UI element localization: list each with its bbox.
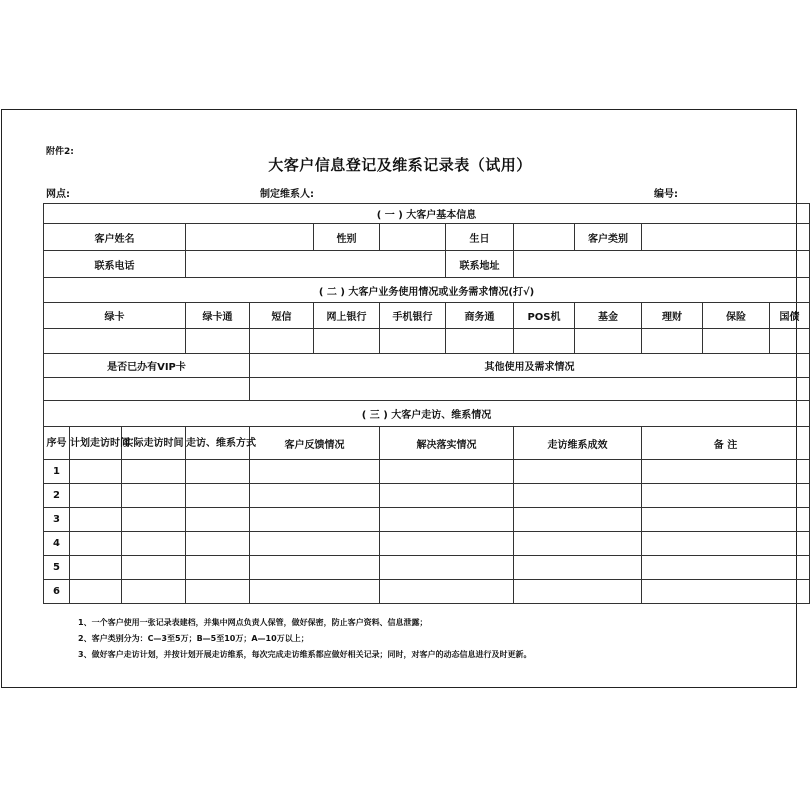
visit-header: 客户反馈情况 xyxy=(250,427,380,460)
customer-name-label: 客户姓名 xyxy=(44,224,186,251)
table-cell[interactable] xyxy=(514,532,642,556)
phone-field[interactable] xyxy=(186,251,446,278)
product-header: 理财 xyxy=(642,303,703,329)
address-label: 联系地址 xyxy=(446,251,514,278)
table-cell[interactable] xyxy=(642,508,810,532)
table-cell[interactable] xyxy=(380,484,514,508)
branch-label: 网点: xyxy=(46,189,70,200)
section3-title: ( 三 ) 大客户走访、维系情况 xyxy=(44,401,810,427)
number-label: 编号: xyxy=(654,189,678,200)
table-cell[interactable] xyxy=(642,556,810,580)
table-cell[interactable] xyxy=(70,556,122,580)
table-cell[interactable] xyxy=(642,460,810,484)
visit-header: 走访维系成效 xyxy=(514,427,642,460)
product-check-cell[interactable] xyxy=(314,329,380,354)
table-cell[interactable] xyxy=(380,580,514,604)
row-number: 4 xyxy=(44,532,70,556)
product-check-cell[interactable] xyxy=(380,329,446,354)
product-check-cell[interactable] xyxy=(514,329,575,354)
row-number: 5 xyxy=(44,556,70,580)
product-check-cell[interactable] xyxy=(250,329,314,354)
table-cell[interactable] xyxy=(70,460,122,484)
footnotes xyxy=(78,615,532,663)
product-header: 商务通 xyxy=(446,303,514,329)
product-header: 国债 xyxy=(770,303,810,329)
table-cell[interactable] xyxy=(380,532,514,556)
section1-title: ( 一 ) 大客户基本信息 xyxy=(44,204,810,224)
table-cell[interactable] xyxy=(250,460,380,484)
product-check-cell[interactable] xyxy=(446,329,514,354)
table-cell[interactable] xyxy=(122,484,186,508)
table-cell[interactable] xyxy=(186,556,250,580)
table-cell[interactable] xyxy=(186,460,250,484)
phone-label: 联系电话 xyxy=(44,251,186,278)
row-number: 2 xyxy=(44,484,70,508)
table-cell[interactable] xyxy=(250,484,380,508)
table-cell[interactable] xyxy=(250,532,380,556)
table-cell[interactable] xyxy=(250,580,380,604)
address-field[interactable] xyxy=(514,251,810,278)
table-cell[interactable] xyxy=(186,508,250,532)
table-cell[interactable] xyxy=(514,580,642,604)
vip-card-label: 是否已办有VIP卡 xyxy=(44,354,250,378)
customer-name-field[interactable] xyxy=(186,224,314,251)
vip-card-field[interactable] xyxy=(44,378,250,401)
birthday-field[interactable] xyxy=(514,224,575,251)
gender-label: 性别 xyxy=(314,224,380,251)
table-cell[interactable] xyxy=(380,508,514,532)
category-label: 客户类别 xyxy=(575,224,642,251)
table-cell[interactable] xyxy=(122,460,186,484)
row-number: 3 xyxy=(44,508,70,532)
table-cell[interactable] xyxy=(186,484,250,508)
footnote: 1、一个客户使用一张记录表建档，并集中网点负责人保管，做好保密，防止客户资料、信息泄露； xyxy=(78,618,428,627)
row-number: 1 xyxy=(44,460,70,484)
gender-field[interactable] xyxy=(380,224,446,251)
table-cell[interactable] xyxy=(642,580,810,604)
registration-table xyxy=(43,203,810,604)
product-check-cell[interactable] xyxy=(642,329,703,354)
visit-header: 备 注 xyxy=(642,427,810,460)
table-cell[interactable] xyxy=(514,556,642,580)
table-cell[interactable] xyxy=(70,508,122,532)
visit-header: 序号 xyxy=(44,427,70,460)
table-cell[interactable] xyxy=(642,484,810,508)
product-header: 网上银行 xyxy=(314,303,380,329)
table-cell[interactable] xyxy=(122,580,186,604)
page-title: 大客户信息登记及维系记录表（试用） xyxy=(268,156,532,174)
product-check-cell[interactable] xyxy=(703,329,770,354)
visit-header: 解决落实情况 xyxy=(380,427,514,460)
visit-header: 实际走访时间 xyxy=(122,427,186,460)
table-cell[interactable] xyxy=(250,556,380,580)
attachment-label: 附件2: xyxy=(46,147,74,157)
product-header: 保险 xyxy=(703,303,770,329)
product-header: 绿卡通 xyxy=(186,303,250,329)
table-cell[interactable] xyxy=(122,556,186,580)
form-sheet xyxy=(1,109,800,688)
table-cell[interactable] xyxy=(380,460,514,484)
table-cell[interactable] xyxy=(186,532,250,556)
product-header: 绿卡 xyxy=(44,303,186,329)
table-cell[interactable] xyxy=(514,508,642,532)
product-check-cell[interactable] xyxy=(44,329,186,354)
table-cell[interactable] xyxy=(514,484,642,508)
table-cell[interactable] xyxy=(70,580,122,604)
table-cell[interactable] xyxy=(250,508,380,532)
product-check-cell[interactable] xyxy=(186,329,250,354)
table-cell[interactable] xyxy=(70,532,122,556)
maker-label: 制定维系人: xyxy=(260,189,314,200)
product-header: 短信 xyxy=(250,303,314,329)
product-header: 手机银行 xyxy=(380,303,446,329)
visit-header: 计划走访时间 xyxy=(70,427,122,460)
table-cell[interactable] xyxy=(122,508,186,532)
birthday-label: 生日 xyxy=(446,224,514,251)
table-cell[interactable] xyxy=(70,484,122,508)
footnote: 2、客户类别分为：C—3至5万；B—5至10万；A—10万以上； xyxy=(78,634,309,643)
table-cell[interactable] xyxy=(642,532,810,556)
other-needs-field[interactable] xyxy=(250,378,810,401)
product-header: POS机 xyxy=(514,303,575,329)
product-header: 基金 xyxy=(575,303,642,329)
visit-header: 走访、维系方式 xyxy=(186,427,250,460)
table-cell[interactable] xyxy=(380,556,514,580)
table-cell[interactable] xyxy=(514,460,642,484)
section2-title: ( 二 ) 大客户业务使用情况或业务需求情况(打√) xyxy=(44,278,810,303)
product-check-cell[interactable] xyxy=(575,329,642,354)
row-number: 6 xyxy=(44,580,70,604)
footnote: 3、做好客户走访计划，并按计划开展走访维系，每次完成走访维系都应做好相关记录；同时，对客户的动态信息进行及时更新。 xyxy=(78,650,532,659)
table-cell[interactable] xyxy=(122,532,186,556)
category-field[interactable] xyxy=(642,224,810,251)
product-check-cell[interactable] xyxy=(770,329,810,354)
other-needs-label: 其他使用及需求情况 xyxy=(250,354,810,378)
table-cell[interactable] xyxy=(186,580,250,604)
